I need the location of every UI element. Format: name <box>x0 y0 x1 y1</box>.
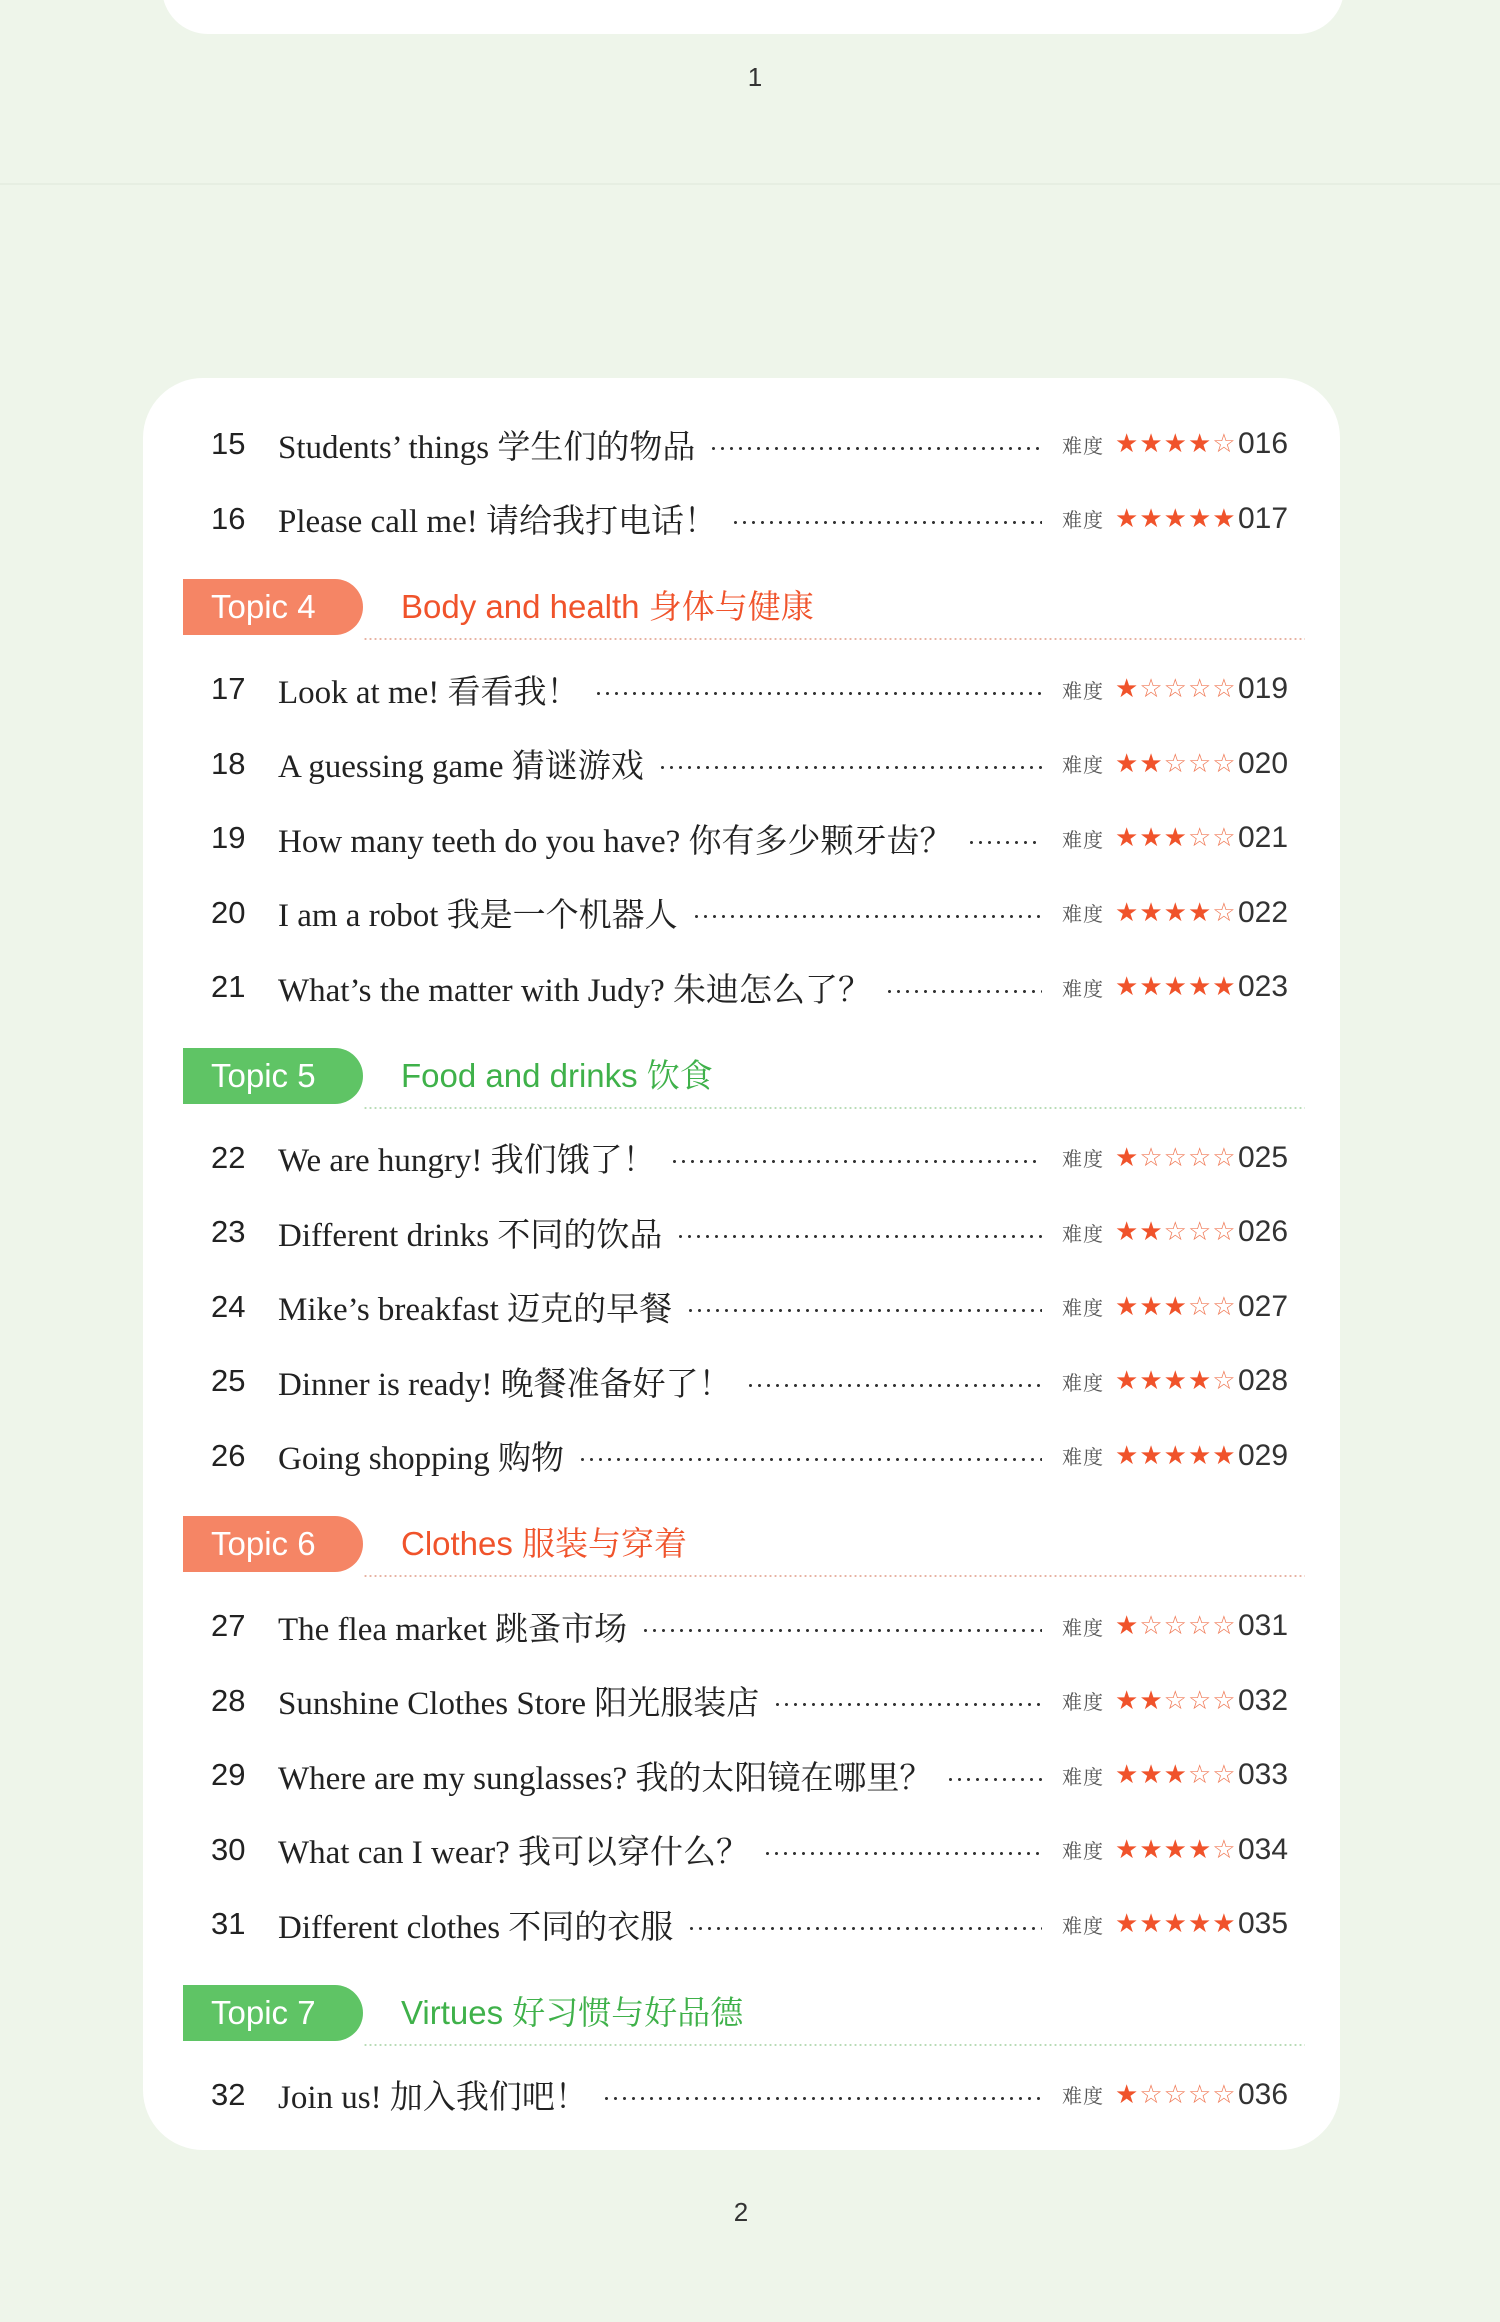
star-filled-icon: ★ <box>1163 503 1188 534</box>
topic-label-pill: Topic 5 <box>183 1048 363 1104</box>
dot-leader <box>709 447 1042 450</box>
star-filled-icon: ★ <box>1187 503 1213 534</box>
dot-leader <box>686 1309 1042 1312</box>
previous-page-card <box>162 0 1344 34</box>
star-filled-icon: ★ <box>1139 823 1164 853</box>
toc-entry[interactable] <box>143 1130 1340 1186</box>
entry-number: 31 <box>211 1906 246 1941</box>
star-filled-icon: ★ <box>1187 1440 1213 1471</box>
entry-number: 25 <box>211 1363 246 1398</box>
entry-page-number: 016 <box>1238 427 1289 460</box>
entry-title: What’s the matter with Judy? 朱迪怎么了？ <box>278 972 871 1009</box>
entry-title-wrap <box>278 1353 1042 1409</box>
entry-page-number: 021 <box>1238 821 1289 854</box>
entry-page-number: 034 <box>1238 1832 1289 1866</box>
star-filled-icon: ★ <box>1212 1440 1237 1471</box>
dot-leader <box>731 521 1042 524</box>
dot-leader <box>692 915 1042 918</box>
entry-title: Different clothes 不同的衣服 <box>278 1909 674 1946</box>
star-filled-icon: ★ <box>1187 1834 1213 1865</box>
difficulty-label: 难度 <box>1062 1764 1104 1789</box>
dot-leader <box>676 1235 1042 1238</box>
entry-page-number: 035 <box>1238 1907 1289 1940</box>
entry-title-wrap <box>278 810 1042 866</box>
entry-title-wrap <box>278 1747 1042 1803</box>
difficulty-stars <box>1115 1611 1237 1641</box>
entry-page-number: 032 <box>1238 1683 1289 1717</box>
entry-page-number: 033 <box>1238 1758 1289 1791</box>
star-empty-icon: ☆ <box>1163 748 1188 779</box>
topic-title: Food and drinks 饮食 <box>401 1056 713 1094</box>
entry-page-number: 017 <box>1238 501 1289 535</box>
entry-title: Going shopping 购物 <box>278 1441 565 1477</box>
topic-header <box>183 579 1305 641</box>
star-empty-icon: ☆ <box>1163 1217 1188 1247</box>
star-empty-icon: ☆ <box>1163 674 1188 704</box>
difficulty-stars <box>1115 1686 1237 1716</box>
entry-title-wrap <box>278 736 1042 792</box>
topic-title: Virtues 好习惯与好品德 <box>401 1993 744 2031</box>
dot-leader <box>670 1160 1042 1163</box>
star-filled-icon: ★ <box>1139 1366 1164 1396</box>
topic-rule <box>363 1575 1305 1577</box>
star-filled-icon: ★ <box>1187 972 1213 1002</box>
entry-number: 29 <box>211 1757 246 1792</box>
difficulty-label: 难度 <box>1062 678 1104 703</box>
star-filled-icon: ★ <box>1163 1760 1188 1790</box>
toc-entry[interactable] <box>143 416 1340 472</box>
entry-title: Look at me! 看看我！ <box>278 674 580 711</box>
dot-leader <box>946 1778 1042 1781</box>
star-filled-icon: ★ <box>1115 429 1140 459</box>
entry-title: What can I wear? 我可以穿什么？ <box>278 1835 750 1871</box>
entry-page-number: 031 <box>1238 1609 1289 1642</box>
difficulty-stars <box>1115 1760 1237 1790</box>
dot-leader <box>746 1384 1042 1387</box>
entry-page-number: 028 <box>1238 1364 1289 1397</box>
entry-page-number: 022 <box>1238 895 1289 929</box>
difficulty-label: 难度 <box>1062 1615 1104 1640</box>
difficulty-label: 难度 <box>1062 2084 1104 2108</box>
entry-page-number: 036 <box>1238 2077 1289 2111</box>
topic-label-pill: Topic 6 <box>183 1516 363 1572</box>
entry-title: The flea market 跳蚤市场 <box>278 1611 628 1648</box>
star-empty-icon: ☆ <box>1139 2079 1164 2110</box>
topic-title: Body and health 身体与健康 <box>401 588 814 625</box>
star-filled-icon: ★ <box>1139 1685 1164 1716</box>
difficulty-stars <box>1115 1217 1237 1247</box>
toc-entry[interactable] <box>143 1598 1340 1654</box>
star-empty-icon: ☆ <box>1212 1366 1237 1396</box>
entry-number: 21 <box>211 969 246 1004</box>
star-filled-icon: ★ <box>1139 1217 1164 1247</box>
difficulty-stars <box>1115 1292 1237 1322</box>
difficulty-label: 难度 <box>1062 976 1104 1001</box>
difficulty-label: 难度 <box>1062 1913 1104 1938</box>
entry-number: 16 <box>211 500 246 536</box>
star-empty-icon: ☆ <box>1212 1611 1237 1641</box>
dot-leader <box>967 841 1042 844</box>
star-empty-icon: ☆ <box>1139 1611 1164 1641</box>
difficulty-label: 难度 <box>1062 1221 1104 1246</box>
entry-page-number: 020 <box>1238 746 1289 780</box>
toc-entry[interactable] <box>143 959 1340 1015</box>
star-empty-icon: ☆ <box>1163 2079 1188 2110</box>
star-empty-icon: ☆ <box>1187 823 1213 853</box>
page-number-top: 1 <box>747 62 763 92</box>
star-filled-icon: ★ <box>1187 429 1213 459</box>
entry-title: Dinner is ready! 晚餐准备好了！ <box>278 1366 732 1403</box>
entry-page-number: 029 <box>1238 1438 1289 1472</box>
difficulty-label: 难度 <box>1062 433 1104 458</box>
page-number-bottom: 2 <box>733 2197 749 2227</box>
toc-entry[interactable] <box>143 736 1340 792</box>
star-filled-icon: ★ <box>1115 1760 1140 1790</box>
star-empty-icon: ☆ <box>1139 674 1164 704</box>
star-filled-icon: ★ <box>1115 674 1140 704</box>
entry-title-wrap <box>278 1204 1042 1260</box>
dot-leader <box>763 1852 1042 1855</box>
toc-entry[interactable] <box>143 1353 1340 1409</box>
star-filled-icon: ★ <box>1163 1291 1188 1322</box>
dot-leader <box>687 1927 1042 1930</box>
difficulty-label: 难度 <box>1062 1690 1104 1714</box>
star-filled-icon: ★ <box>1115 1142 1140 1173</box>
star-filled-icon: ★ <box>1187 897 1213 928</box>
toc-entry[interactable] <box>143 1428 1340 1484</box>
entry-title-wrap <box>278 491 1042 547</box>
entry-number: 26 <box>211 1437 246 1473</box>
star-empty-icon: ☆ <box>1163 1142 1188 1173</box>
star-filled-icon: ★ <box>1139 1440 1164 1471</box>
star-empty-icon: ☆ <box>1212 1142 1237 1173</box>
star-filled-icon: ★ <box>1139 1834 1164 1865</box>
entry-title-wrap <box>278 885 1042 941</box>
toc-entry[interactable] <box>143 1204 1340 1260</box>
entry-number: 27 <box>211 1608 246 1643</box>
star-empty-icon: ☆ <box>1163 1611 1188 1641</box>
star-filled-icon: ★ <box>1115 1217 1140 1247</box>
star-empty-icon: ☆ <box>1212 429 1237 459</box>
star-filled-icon: ★ <box>1163 823 1188 853</box>
toc-entry[interactable] <box>143 810 1340 866</box>
star-filled-icon: ★ <box>1115 972 1140 1002</box>
star-empty-icon: ☆ <box>1187 1142 1213 1173</box>
star-filled-icon: ★ <box>1115 1611 1140 1641</box>
difficulty-stars <box>1115 898 1237 928</box>
star-filled-icon: ★ <box>1139 429 1164 459</box>
entry-page-number: 019 <box>1238 672 1289 705</box>
difficulty-stars <box>1115 674 1237 704</box>
entry-number: 30 <box>211 1831 246 1867</box>
difficulty-stars <box>1115 1441 1237 1471</box>
star-empty-icon: ☆ <box>1212 1685 1237 1716</box>
star-filled-icon: ★ <box>1115 1366 1140 1396</box>
star-empty-icon: ☆ <box>1212 1217 1237 1247</box>
star-filled-icon: ★ <box>1212 1909 1237 1939</box>
star-filled-icon: ★ <box>1139 1291 1164 1322</box>
dot-leader <box>602 2097 1042 2100</box>
star-filled-icon: ★ <box>1115 897 1140 928</box>
entry-page-number: 026 <box>1238 1215 1289 1248</box>
entry-title: Different drinks 不同的饮品 <box>278 1217 663 1254</box>
entry-title: Sunshine Clothes Store 阳光服装店 <box>278 1686 760 1722</box>
star-filled-icon: ★ <box>1139 748 1164 779</box>
toc-entry[interactable] <box>143 1822 1340 1878</box>
difficulty-label: 难度 <box>1062 1370 1104 1395</box>
entry-number: 15 <box>211 426 246 461</box>
star-filled-icon: ★ <box>1163 429 1188 459</box>
entry-number: 23 <box>211 1214 246 1249</box>
star-empty-icon: ☆ <box>1187 1217 1213 1247</box>
entry-title-wrap <box>278 2067 1042 2123</box>
star-filled-icon: ★ <box>1163 1440 1188 1471</box>
star-filled-icon: ★ <box>1163 972 1188 1002</box>
entry-title-wrap <box>278 1279 1042 1335</box>
star-filled-icon: ★ <box>1115 1291 1140 1322</box>
topic-header <box>183 1048 1305 1110</box>
star-empty-icon: ☆ <box>1212 2079 1237 2110</box>
difficulty-label: 难度 <box>1062 1147 1104 1171</box>
toc-entry[interactable] <box>143 1279 1340 1335</box>
dot-leader <box>578 1458 1042 1461</box>
dot-leader <box>658 766 1042 769</box>
difficulty-stars <box>1115 972 1237 1002</box>
star-filled-icon: ★ <box>1139 1760 1164 1790</box>
star-empty-icon: ☆ <box>1187 2079 1213 2110</box>
entry-number: 24 <box>211 1288 246 1324</box>
difficulty-stars <box>1115 1143 1237 1173</box>
star-empty-icon: ☆ <box>1212 897 1237 928</box>
star-filled-icon: ★ <box>1139 503 1164 534</box>
entry-number: 18 <box>211 745 246 781</box>
star-empty-icon: ☆ <box>1139 1142 1164 1173</box>
star-filled-icon: ★ <box>1115 1440 1140 1471</box>
table-of-contents-card <box>143 378 1340 2150</box>
star-empty-icon: ☆ <box>1187 1760 1213 1790</box>
toc-entry[interactable] <box>143 885 1340 941</box>
entry-title: Please call me! 请给我打电话！ <box>278 504 717 540</box>
star-filled-icon: ★ <box>1187 1909 1213 1939</box>
toc-entry[interactable] <box>143 661 1340 717</box>
star-empty-icon: ☆ <box>1187 1611 1213 1641</box>
toc-entry[interactable] <box>143 1896 1340 1952</box>
entry-title: We are hungry! 我们饿了！ <box>278 1143 656 1179</box>
entry-title-wrap <box>278 1130 1042 1186</box>
difficulty-label: 难度 <box>1062 1296 1104 1320</box>
star-filled-icon: ★ <box>1115 503 1140 534</box>
entry-number: 20 <box>211 894 246 930</box>
difficulty-stars <box>1115 749 1237 779</box>
dot-leader <box>773 1703 1042 1706</box>
entry-title-wrap <box>278 959 1042 1015</box>
difficulty-label: 难度 <box>1062 1839 1104 1863</box>
star-filled-icon: ★ <box>1115 1685 1140 1716</box>
star-filled-icon: ★ <box>1115 1834 1140 1865</box>
topic-label-pill: Topic 7 <box>183 1985 363 2041</box>
star-filled-icon: ★ <box>1163 1834 1188 1865</box>
star-filled-icon: ★ <box>1115 1909 1140 1939</box>
toc-entry[interactable] <box>143 491 1340 547</box>
star-filled-icon: ★ <box>1163 1909 1188 1939</box>
entry-page-number: 025 <box>1238 1140 1289 1174</box>
star-filled-icon: ★ <box>1163 897 1188 928</box>
star-empty-icon: ☆ <box>1187 748 1213 779</box>
star-empty-icon: ☆ <box>1212 1834 1237 1865</box>
entry-title-wrap <box>278 661 1042 717</box>
dot-leader <box>641 1629 1042 1632</box>
star-filled-icon: ★ <box>1115 2079 1140 2110</box>
difficulty-stars <box>1115 1835 1237 1865</box>
star-filled-icon: ★ <box>1163 1366 1188 1396</box>
star-filled-icon: ★ <box>1187 1366 1213 1396</box>
toc-entry[interactable] <box>143 1747 1340 1803</box>
difficulty-label: 难度 <box>1062 827 1104 852</box>
difficulty-stars <box>1115 1366 1237 1396</box>
toc-entry[interactable] <box>143 1673 1340 1729</box>
difficulty-label: 难度 <box>1062 1445 1104 1469</box>
entry-number: 17 <box>211 671 246 706</box>
entry-number: 22 <box>211 1139 246 1175</box>
star-empty-icon: ☆ <box>1212 1760 1237 1790</box>
entry-number: 28 <box>211 1682 246 1718</box>
topic-rule <box>363 2044 1305 2046</box>
difficulty-label: 难度 <box>1062 753 1104 777</box>
entry-title: Join us! 加入我们吧！ <box>278 2080 588 2116</box>
star-filled-icon: ★ <box>1212 972 1237 1002</box>
entry-title-wrap <box>278 1822 1042 1878</box>
entry-title-wrap <box>278 1896 1042 1952</box>
entry-title-wrap <box>278 1673 1042 1729</box>
star-empty-icon: ☆ <box>1163 1685 1188 1716</box>
entry-title: Mike’s breakfast 迈克的早餐 <box>278 1292 673 1328</box>
difficulty-stars <box>1115 429 1237 459</box>
dot-leader <box>594 692 1042 695</box>
entry-title: A guessing game 猜谜游戏 <box>278 749 644 785</box>
entry-number: 19 <box>211 820 246 855</box>
topic-rule <box>363 1107 1305 1109</box>
topic-header <box>183 1516 1305 1578</box>
entry-title-wrap <box>278 1598 1042 1654</box>
star-empty-icon: ☆ <box>1212 1291 1237 1322</box>
entry-title-wrap <box>278 416 1042 472</box>
star-filled-icon: ★ <box>1139 1909 1164 1939</box>
entry-title-wrap <box>278 1428 1042 1484</box>
entry-title: I am a robot 我是一个机器人 <box>278 898 678 934</box>
star-filled-icon: ★ <box>1139 972 1164 1002</box>
entry-title: Where are my sunglasses? 我的太阳镜在哪里？ <box>278 1760 933 1797</box>
toc-entry[interactable] <box>143 2067 1340 2123</box>
page-divider <box>0 183 1500 185</box>
star-empty-icon: ☆ <box>1212 674 1237 704</box>
topic-rule <box>363 638 1305 640</box>
entry-page-number: 023 <box>1238 970 1289 1003</box>
star-empty-icon: ☆ <box>1187 1685 1213 1716</box>
difficulty-stars <box>1115 823 1237 853</box>
difficulty-stars <box>1115 1909 1237 1939</box>
entry-title: Students’ things 学生们的物品 <box>278 429 696 466</box>
difficulty-label: 难度 <box>1062 508 1104 532</box>
difficulty-stars <box>1115 2080 1237 2110</box>
star-filled-icon: ★ <box>1115 748 1140 779</box>
star-empty-icon: ☆ <box>1212 748 1237 779</box>
entry-number: 32 <box>211 2076 246 2112</box>
star-empty-icon: ☆ <box>1187 674 1213 704</box>
difficulty-label: 难度 <box>1062 902 1104 926</box>
topic-label-pill: Topic 4 <box>183 579 363 635</box>
topic-title: Clothes 服装与穿着 <box>401 1525 688 1562</box>
entry-page-number: 027 <box>1238 1289 1289 1323</box>
star-filled-icon: ★ <box>1139 897 1164 928</box>
star-filled-icon: ★ <box>1115 823 1140 853</box>
star-empty-icon: ☆ <box>1187 1291 1213 1322</box>
dot-leader <box>885 990 1042 993</box>
difficulty-stars <box>1115 504 1237 534</box>
entry-title: How many teeth do you have? 你有多少颗牙齿？ <box>278 823 953 860</box>
topic-header <box>183 1985 1305 2047</box>
star-empty-icon: ☆ <box>1212 823 1237 853</box>
star-filled-icon: ★ <box>1212 503 1237 534</box>
